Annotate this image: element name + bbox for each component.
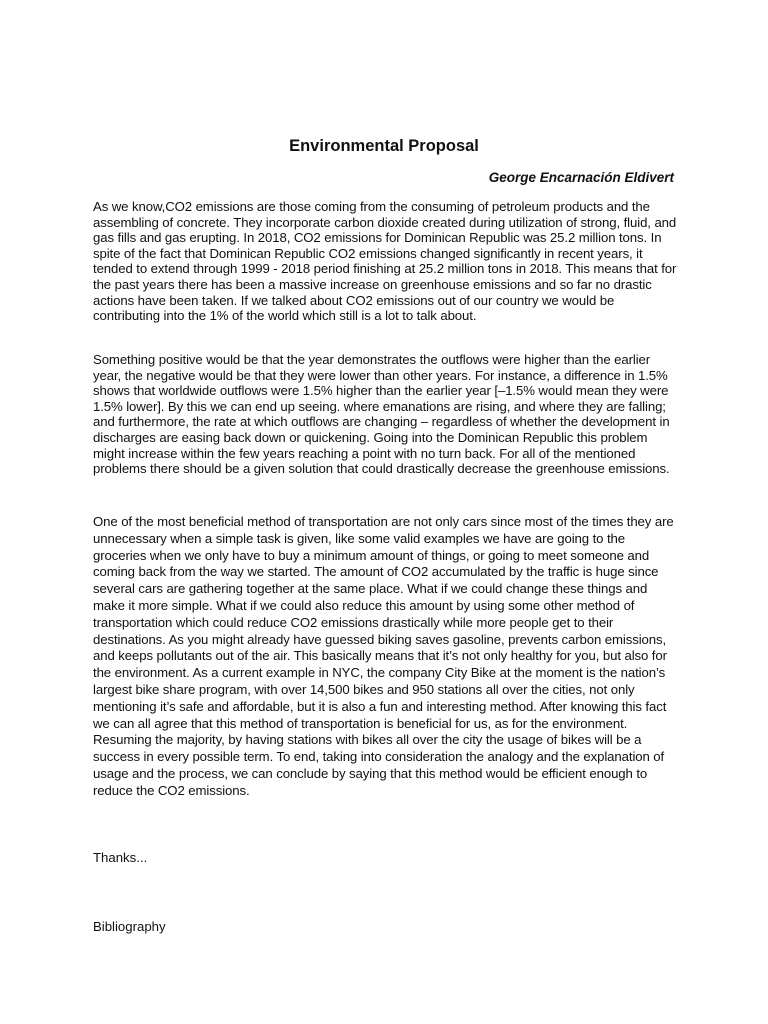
paragraph-co2-overview: As we know,CO2 emissions are those coming from the consuming of petroleum products and the assembling of concrete. They incorporate carbon dioxide created during utilization of strong, fluid, and gas fills and gas erupting. In 2018, CO2 emissions for Dominican Republic was 25.2 million tons. In spite of the fact that Dominican Republic CO2 emissions changed significantly in recent years, it tended to extend through 1999 - 2018 period finishing at 25.2 million tons in 2018. This means that for the past years there has been a massive increase on greenhouse emissions and so far no drastic actions have been taken. If we talked about CO2 emissions out of our country we would be contributing into the 1% of the world which still is a lot to talk about. — [93, 199, 677, 324]
bibliography-heading: Bibliography — [93, 919, 166, 934]
document-author: George Encarnación Eldivert — [488, 170, 674, 185]
closing-text: Thanks... — [93, 850, 148, 865]
document-title: Environmental Proposal — [289, 137, 479, 155]
paragraph-outflow-trends: Something positive would be that the year demonstrates the outflows were higher than the earlier year, the negative would be that they were lower than other years. For instance, a difference in 1.5% shows that worldwide outflows were 1.5% higher than the earlier year [–1.5% would mean they were 1.5% lower]. By this we can end up seeing. where emanations are rising, and where they are falling; and furthermore, the rate at which outflows are changing – regardless of whether the development in discharges are easing back down or quickening. Going into the Dominican Republic this problem might increase within the few years reaching a point with no turn back. For all of the mentioned problems there should be a given solution that could drastically decrease the greenhouse emissions. — [93, 352, 670, 477]
paragraph-transportation-proposal: One of the most beneficial method of transportation are not only cars since most of the times they are unnecessary when a simple task is given, like some valid examples we have are going to the groceries when we only have to buy a minimum amount of things, or going to meet someone and coming back from the way we started. The amount of CO2 accumulated by the traffic is huge since several cars are gathering together at the same place. What if we could change these things and make it more simple. What if we could also reduce this amount by using some other method of transportation which could reduce CO2 emissions drastically while more people get to their destinations. As you might already have guessed biking saves gasoline, prevents carbon emissions, and keeps pollutants out of the air. This basically means that it’s not only healthy for you, but also for the environment. As a current example in NYC, the company City Bike at the moment is the nation’s largest bike share program, with over 14,500 bikes and 950 stations all over the cities, not only mentioning it’s safe and affordable, but it is also a fun and interesting method. After knowing this fact we can all agree that this method of transportation is beneficial for us, as for the environment. Resuming the majority, by having stations with bikes all over the city the usage of bikes will be a success in every possible term. To end, taking into consideration the analogy and the explanation of usage and the process, we can conclude by saying that this method would be efficient enough to reduce the CO2 emissions. — [93, 514, 674, 798]
